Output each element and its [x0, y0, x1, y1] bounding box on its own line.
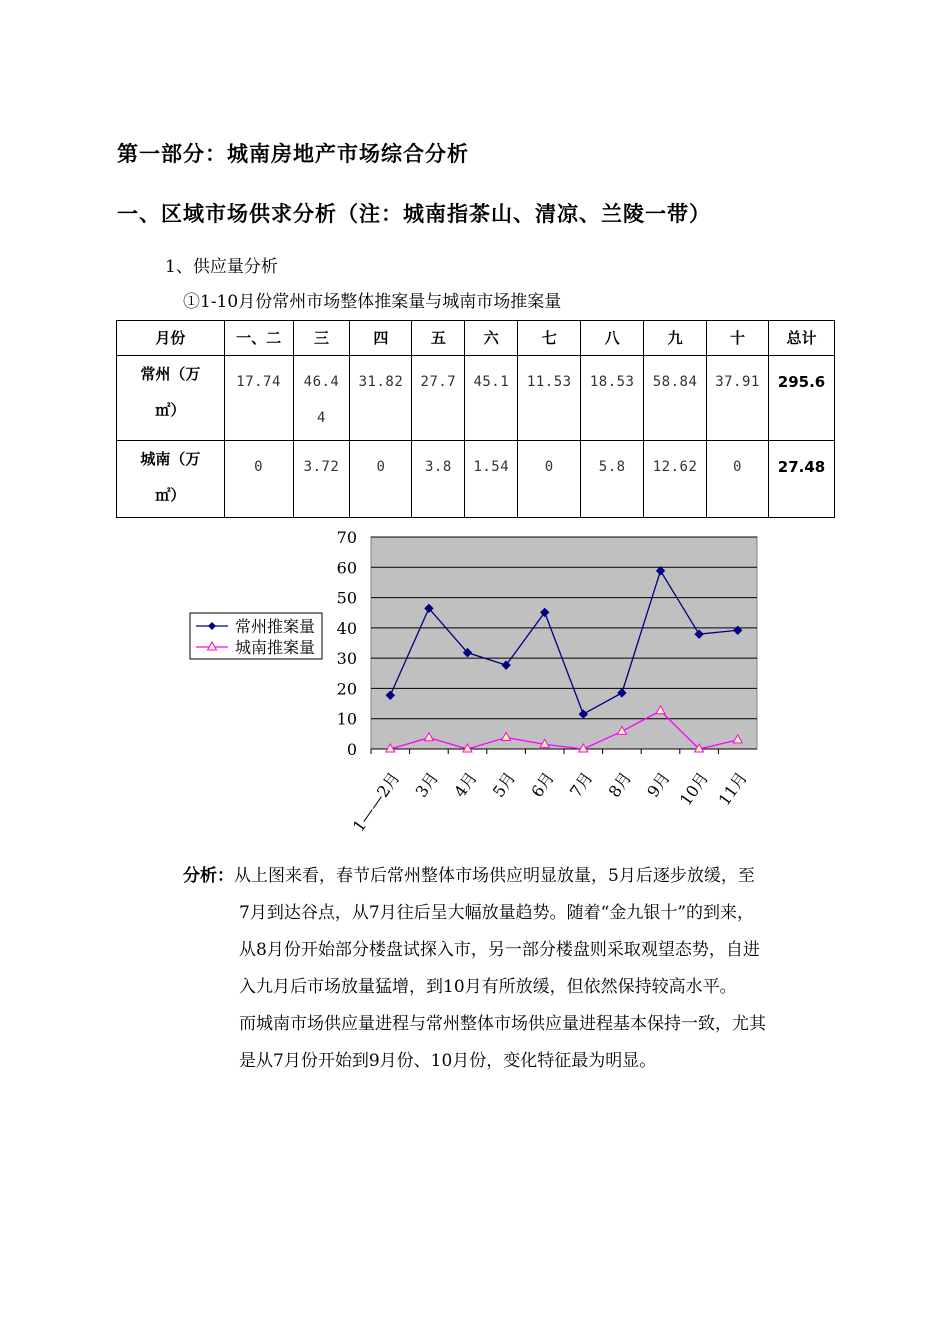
- table-cell: 45.1: [465, 356, 518, 441]
- y-tick-label: 20: [336, 679, 357, 699]
- x-tick-label: 4月: [450, 768, 481, 801]
- table-cell: 0: [224, 441, 293, 518]
- row-label: [117, 441, 225, 518]
- analysis-line: 7月到达谷点，从7月往后呈大幅放量趋势。随着“金九银十”的到来，: [239, 903, 755, 923]
- table-cell: 3.72: [293, 441, 350, 518]
- x-tick-label: 5月: [488, 768, 520, 801]
- legend-label: 城南推案量: [235, 638, 316, 657]
- plot-area: [371, 537, 757, 749]
- table-cell: 58.84: [644, 356, 707, 441]
- header-cell: 四: [350, 321, 412, 356]
- table-cell: 17.74: [224, 356, 293, 441]
- header-cell: 十: [707, 321, 769, 356]
- x-tick-label: 11月: [714, 768, 751, 810]
- y-tick-label: 50: [336, 588, 357, 608]
- x-tick-label: 7月: [565, 768, 597, 801]
- header-cell: 五: [412, 321, 465, 356]
- analysis-line: 入九月后市场放量猛增，到10月有所放缓，但依然保持较高水平。: [239, 977, 737, 997]
- table-row: [117, 441, 835, 518]
- table-cell: 11.53: [518, 356, 581, 441]
- header-cell: 月份: [117, 321, 225, 356]
- row-label-line1: 常州（万: [140, 365, 201, 383]
- total-cell: 27.48: [768, 441, 834, 518]
- analysis-line: 是从7月份开始到9月份、10月份，变化特征最为明显。: [239, 1051, 657, 1071]
- header-cell: 九: [644, 321, 707, 356]
- x-tick-label: 1——2月: [348, 768, 404, 836]
- table-cell: 31.82: [350, 356, 412, 441]
- table-caption: ①1-10月份常州市场整体推案量与城南市场推案量: [183, 292, 562, 312]
- header-cell: 总计: [768, 321, 834, 356]
- header-cell: 三: [293, 321, 350, 356]
- supply-table: [116, 320, 835, 518]
- analysis-label: 分析：: [183, 866, 234, 886]
- part-title: 第一部分：城南房地产市场综合分析: [117, 142, 469, 166]
- header-cell: 八: [581, 321, 644, 356]
- table-header-row: [117, 321, 835, 356]
- total-cell: 295.6: [768, 356, 834, 441]
- supply-line-chart: [185, 520, 775, 840]
- table-cell: 0: [707, 441, 769, 518]
- x-tick-label: 3月: [411, 768, 443, 801]
- table-cell: 5.8: [581, 441, 644, 518]
- analysis-line: 从上图来看，春节后常州整体市场供应明显放量，5月后逐步放缓，至: [234, 866, 755, 886]
- y-tick-label: 60: [336, 558, 357, 578]
- y-tick-label: 30: [336, 649, 357, 669]
- header-cell: 一、二: [224, 321, 293, 356]
- legend-label: 常州推案量: [235, 617, 316, 636]
- table-cell: 46.4 4: [293, 356, 350, 441]
- row-label: [117, 356, 225, 441]
- table-cell: 0: [350, 441, 412, 518]
- y-tick-label: 0: [346, 740, 357, 759]
- section-title: 一、区域市场供求分析（注：城南指茶山、清凉、兰陵一带）: [117, 202, 711, 226]
- table-cell: 27.7: [412, 356, 465, 441]
- table-cell: 37.91: [707, 356, 769, 441]
- table-cell: 18.53: [581, 356, 644, 441]
- x-tick-label: 10月: [675, 768, 713, 810]
- x-tick-label: 8月: [604, 768, 636, 801]
- analysis-line: 而城南市场供应量进程与常州整体市场供应量进程基本保持一致，尤其: [239, 1014, 766, 1034]
- table-row: [117, 356, 835, 441]
- analysis-block: [183, 858, 843, 1080]
- y-tick-label: 70: [336, 528, 357, 547]
- y-tick-label: 10: [336, 709, 357, 729]
- table-cell: 0: [518, 441, 581, 518]
- subsection-title: 1、供应量分析: [165, 257, 278, 277]
- x-tick-label: 9月: [643, 768, 674, 801]
- row-label-line2: ㎡）: [155, 401, 186, 419]
- row-label-line1: 城南（万: [140, 450, 201, 468]
- table-cell: 3.8: [412, 441, 465, 518]
- analysis-line: 从8月份开始部分楼盘试探入市，另一部分楼盘则采取观望态势，自进: [239, 940, 760, 960]
- row-label-line2: ㎡）: [155, 486, 186, 504]
- x-tick-label: 6月: [527, 768, 558, 801]
- table-cell: 1.54: [465, 441, 518, 518]
- table-cell: 12.62: [644, 441, 707, 518]
- y-tick-label: 40: [336, 618, 357, 638]
- header-cell: 六: [465, 321, 518, 356]
- header-cell: 七: [518, 321, 581, 356]
